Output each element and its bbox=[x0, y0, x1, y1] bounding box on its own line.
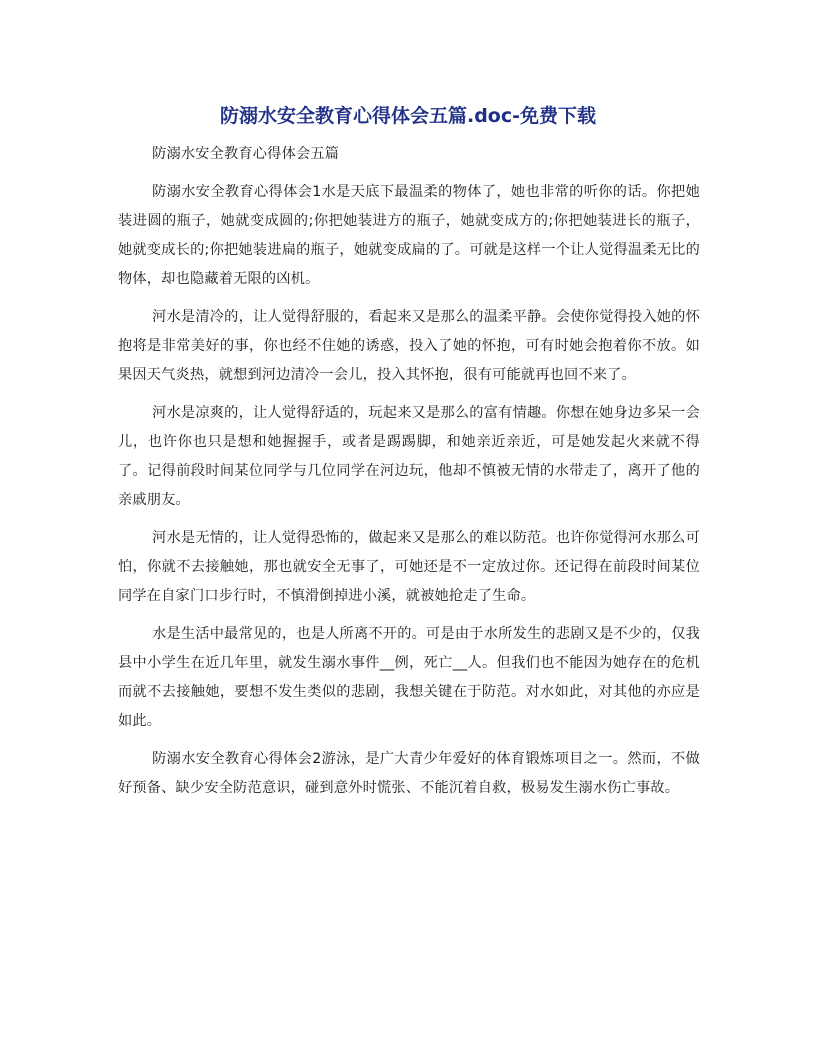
paragraph: 水是生活中最常见的，也是人所离不开的。可是由于水所发生的悲剧又是不少的，仅我县中小学生在近几年里，就发生溺水事件__例，死亡__人。但我们也不能因为她存在的危机而就不去接触她，要想不发生类似的悲剧，我想关键在于防范。对水如此，对其他的亦应是如此。 bbox=[118, 626, 700, 729]
paragraph: 河水是清冷的，让人觉得舒服的，看起来又是那么的温柔平静。会使你觉得投入她的怀抱将是非常美好的事，你也经不住她的诱惑，投入了她的怀抱，可有时她会抱着你不放。如果因天气炎热，就想到河边清冷一会儿，投入其怀抱，很有可能就再也回不来了。 bbox=[118, 309, 700, 383]
paragraph: 河水是无情的，让人觉得恐怖的，做起来又是那么的难以防范。也许你觉得河水那么可怕，你就不去接触她，那也就安全无事了，可她还是不一定放过你。还记得在前段时间某位同学在自家门口步行时，不慎滑倒掉进小溪，就被她抢走了生命。 bbox=[118, 530, 700, 604]
document-title: 防溺水安全教育心得体会五篇.doc-免费下载 bbox=[219, 105, 597, 127]
paragraph: 河水是凉爽的，让人觉得舒适的，玩起来又是那么的富有情趣。你想在她身边多呆一会儿，也许你也只是想和她握握手，或者是踢踢脚，和她亲近亲近，可是她发起火来就不得了。记得前段时间某位同学与几位同学在河边玩，他却不慎被无情的水带走了，离开了他的亲戚朋友。 bbox=[118, 405, 700, 508]
paragraph: 防溺水安全教育心得体会2游泳，是广大青少年爱好的体育锻炼项目之一。然而，不做好预备、缺少安全防范意识，碰到意外时慌张、不能沉着自救，极易发生溺水伤亡事故。 bbox=[118, 751, 700, 796]
paragraph: 防溺水安全教育心得体会1水是天底下最温柔的物体了，她也非常的听你的话。你把她装进圆的瓶子，她就变成圆的;你把她装进方的瓶子，她就变成方的;你把她装进长的瓶子，她就变成长的;你把她装进扁的瓶子，她就变成扁的了。可就是这样一个让人觉得温柔无比的物体，却也隐藏着无限的凶机。 bbox=[118, 184, 700, 287]
document-subtitle: 防溺水安全教育心得体会五篇 bbox=[152, 146, 340, 162]
document-body bbox=[118, 140, 700, 812]
